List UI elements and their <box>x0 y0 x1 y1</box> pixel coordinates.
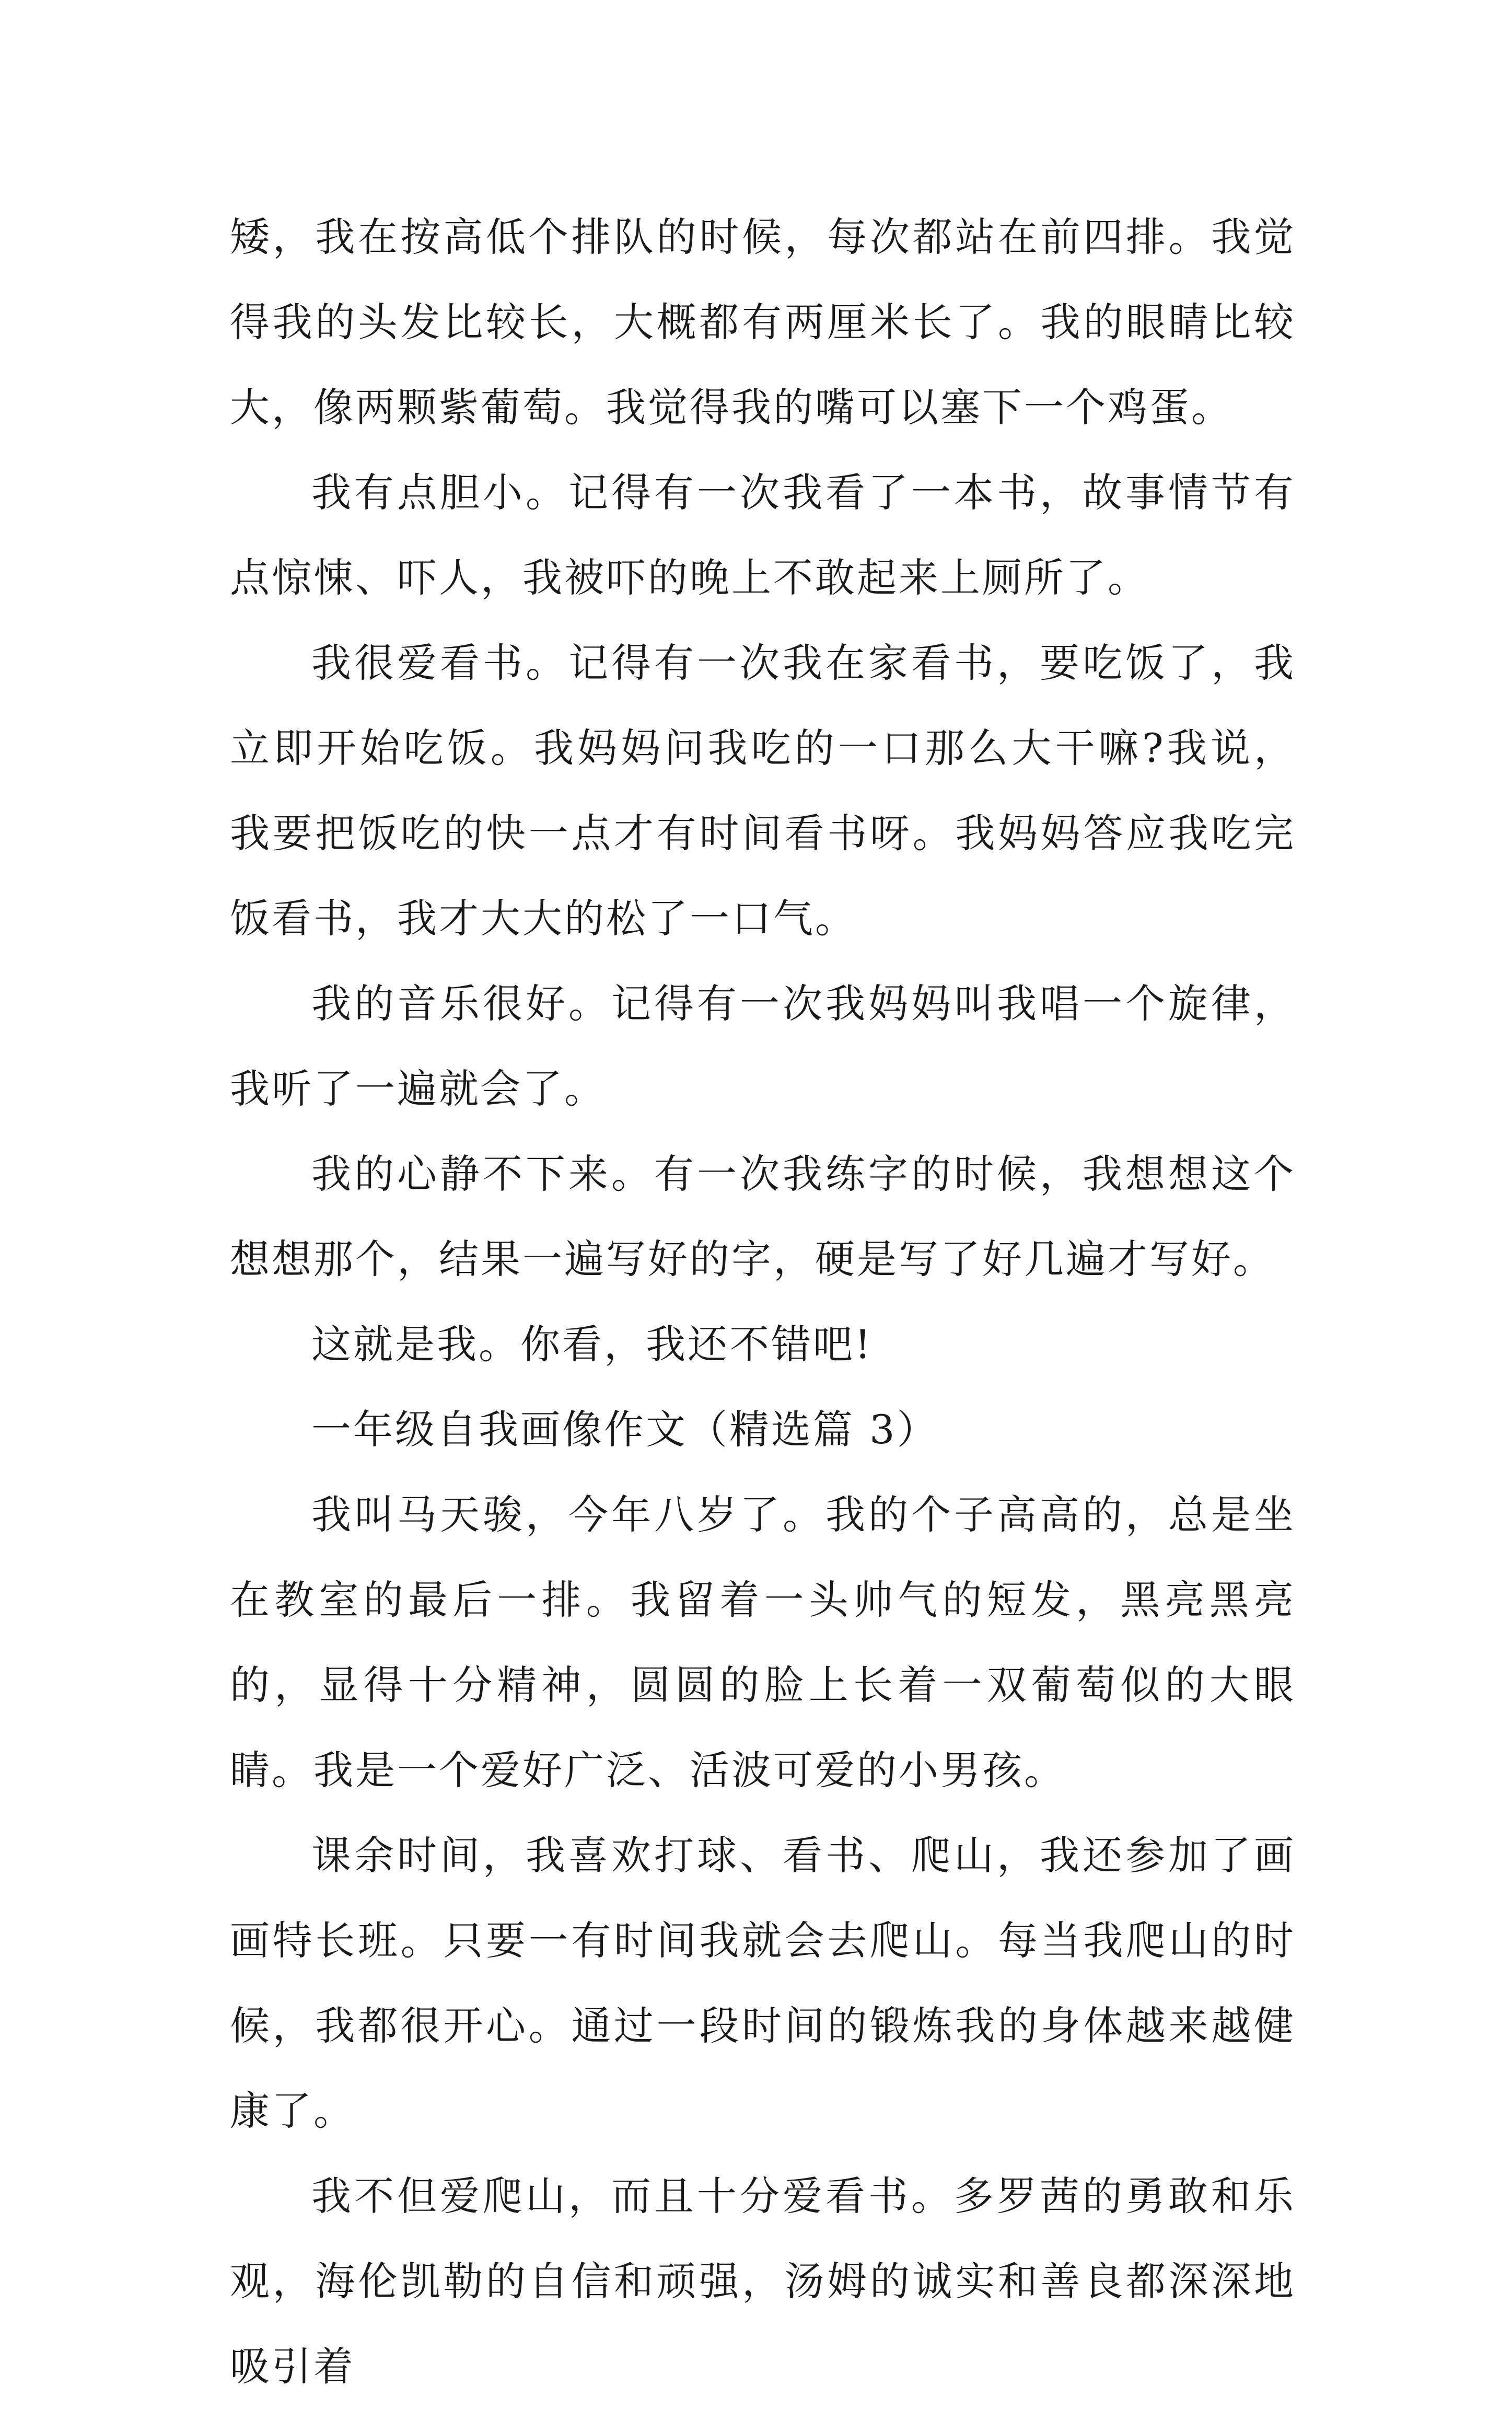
paragraph-continuation: 矮，我在按高低个排队的时候，每次都站在前四排。我觉得我的头发比较长，大概都有两厘米长了。我的眼睛比较大，像两颗紫葡萄。我觉得我的嘴可以塞下一个鸡蛋。 <box>230 214 1296 431</box>
paragraph-conclusion: 这就是我。你看，我还不错吧! <box>311 1321 873 1368</box>
paragraph-books: 我不但爱爬山，而且十分爱看书。多罗茜的勇敢和乐观，海伦凯勒的自信和顽强，汤姆的诚实和善良都深深地吸引着 <box>230 2173 1296 2390</box>
paragraph-hobbies: 课余时间，我喜欢打球、看书、爬山，我还参加了画画特长班。只要一有时间我就会去爬山。每当我爬山的时候，我都很开心。通过一段时间的锻炼我的身体越来越健康了。 <box>230 1832 1296 2134</box>
article-body <box>230 194 1296 2409</box>
section-heading: 一年级自我画像作文（精选篇 3） <box>311 1406 939 1453</box>
paragraph-timid: 我有点胆小。记得有一次我看了一本书，故事情节有点惊悚、吓人，我被吓的晚上不敢起来上厕所了。 <box>230 469 1296 601</box>
paragraph-intro: 我叫马天骏，今年八岁了。我的个子高高的，总是坐在教室的最后一排。我留着一头帅气的短发，黑亮黑亮的，显得十分精神，圆圆的脸上长着一双葡萄似的大眼睛。我是一个爱好广泛、活波可爱的小男孩。 <box>230 1491 1296 1793</box>
paragraph-reading: 我很爱看书。记得有一次我在家看书，要吃饭了，我立即开始吃饭。我妈妈问我吃的一口那么大干嘛?我说，我要把饭吃的快一点才有时间看书呀。我妈妈答应我吃完饭看书，我才大大的松了一口气。 <box>230 640 1296 942</box>
paragraph-restless: 我的心静不下来。有一次我练字的时候，我想想这个想想那个，结果一遍写好的字，硬是写了好几遍才写好。 <box>230 1151 1296 1282</box>
paragraph-music: 我的音乐很好。记得有一次我妈妈叫我唱一个旋律，我听了一遍就会了。 <box>230 980 1296 1112</box>
